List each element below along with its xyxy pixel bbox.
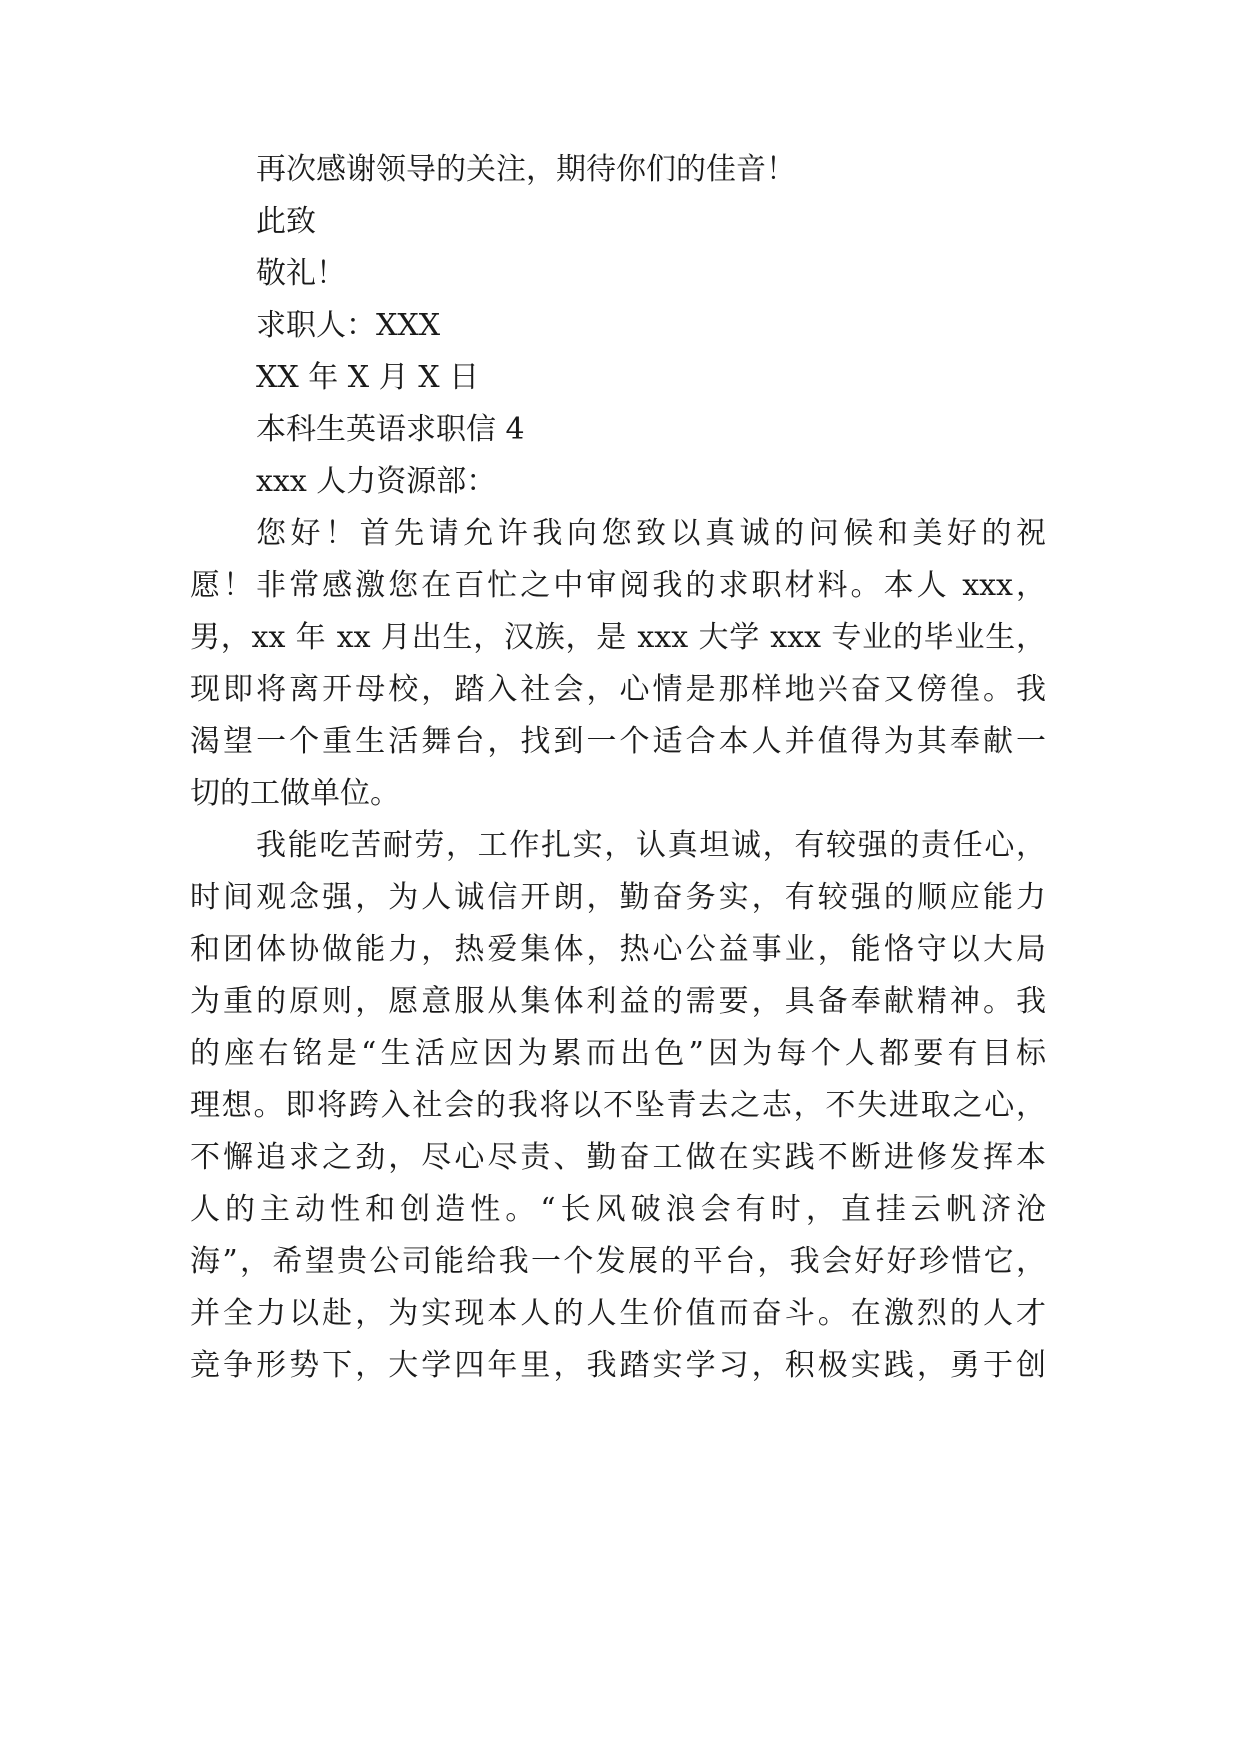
- signature: 求职人：XXX: [256, 308, 441, 343]
- paragraph-1-line: 切的工做单位。: [190, 776, 400, 811]
- paragraph-1-line: 愿！非常感激您在百忙之中审阅我的求职材料。本人 xxx，: [190, 568, 1046, 603]
- paragraph-1-line: 您好！首先请允许我向您致以真诚的问候和美好的祝: [256, 516, 1046, 551]
- recipient: xxx 人力资源部：: [256, 464, 497, 499]
- paragraph-1-line: 渴望一个重生活舞台，找到一个适合本人并值得为其奉献一: [190, 724, 1046, 759]
- paragraph-2-line: 为重的原则，愿意服从集体利益的需要，具备奉献精神。我: [190, 984, 1046, 1019]
- date: XX 年 X 月 X 日: [256, 360, 480, 395]
- paragraph-1-line: 现即将离开母校，踏入社会，心情是那样地兴奋又傍徨。我: [190, 672, 1046, 707]
- paragraph-2-line: 人的主动性和创造性。“长风破浪会有时，直挂云帆济沧: [190, 1192, 1046, 1227]
- letter-title: 本科生英语求职信 4: [256, 412, 525, 447]
- paragraph-2-line: 并全力以赴，为实现本人的人生价值而奋斗。在激烈的人才: [190, 1296, 1046, 1331]
- closing-thanks: 再次感谢领导的关注，期待你们的佳音！: [256, 152, 796, 187]
- closing-salutation-2: 敬礼！: [256, 256, 346, 291]
- paragraph-2-line: 的座右铭是“生活应因为累而出色”因为每个人都要有目标: [190, 1036, 1046, 1071]
- paragraph-2-line: 时间观念强，为人诚信开朗，勤奋务实，有较强的顺应能力: [190, 880, 1046, 915]
- paragraph-2-line: 不懈追求之劲，尽心尽责、勤奋工做在实践不断进修发挥本: [190, 1140, 1046, 1175]
- paragraph-2-line: 理想。即将跨入社会的我将以不坠青去之志，不失进取之心，: [190, 1088, 1046, 1123]
- paragraph-2-line: 和团体协做能力，热爱集体，热心公益事业，能恪守以大局: [190, 932, 1046, 967]
- closing-salutation-1: 此致: [256, 204, 316, 239]
- paragraph-2-line: 竞争形势下，大学四年里，我踏实学习，积极实践，勇于创: [190, 1348, 1046, 1383]
- paragraph-2-line: 我能吃苦耐劳，工作扎实，认真坦诚，有较强的责任心，: [256, 828, 1046, 863]
- paragraph-2-line: 海”，希望贵公司能给我一个发展的平台，我会好好珍惜它，: [190, 1244, 1046, 1279]
- paragraph-1-line: 男，xx 年 xx 月出生，汉族，是 xxx 大学 xxx 专业的毕业生，: [190, 620, 1046, 655]
